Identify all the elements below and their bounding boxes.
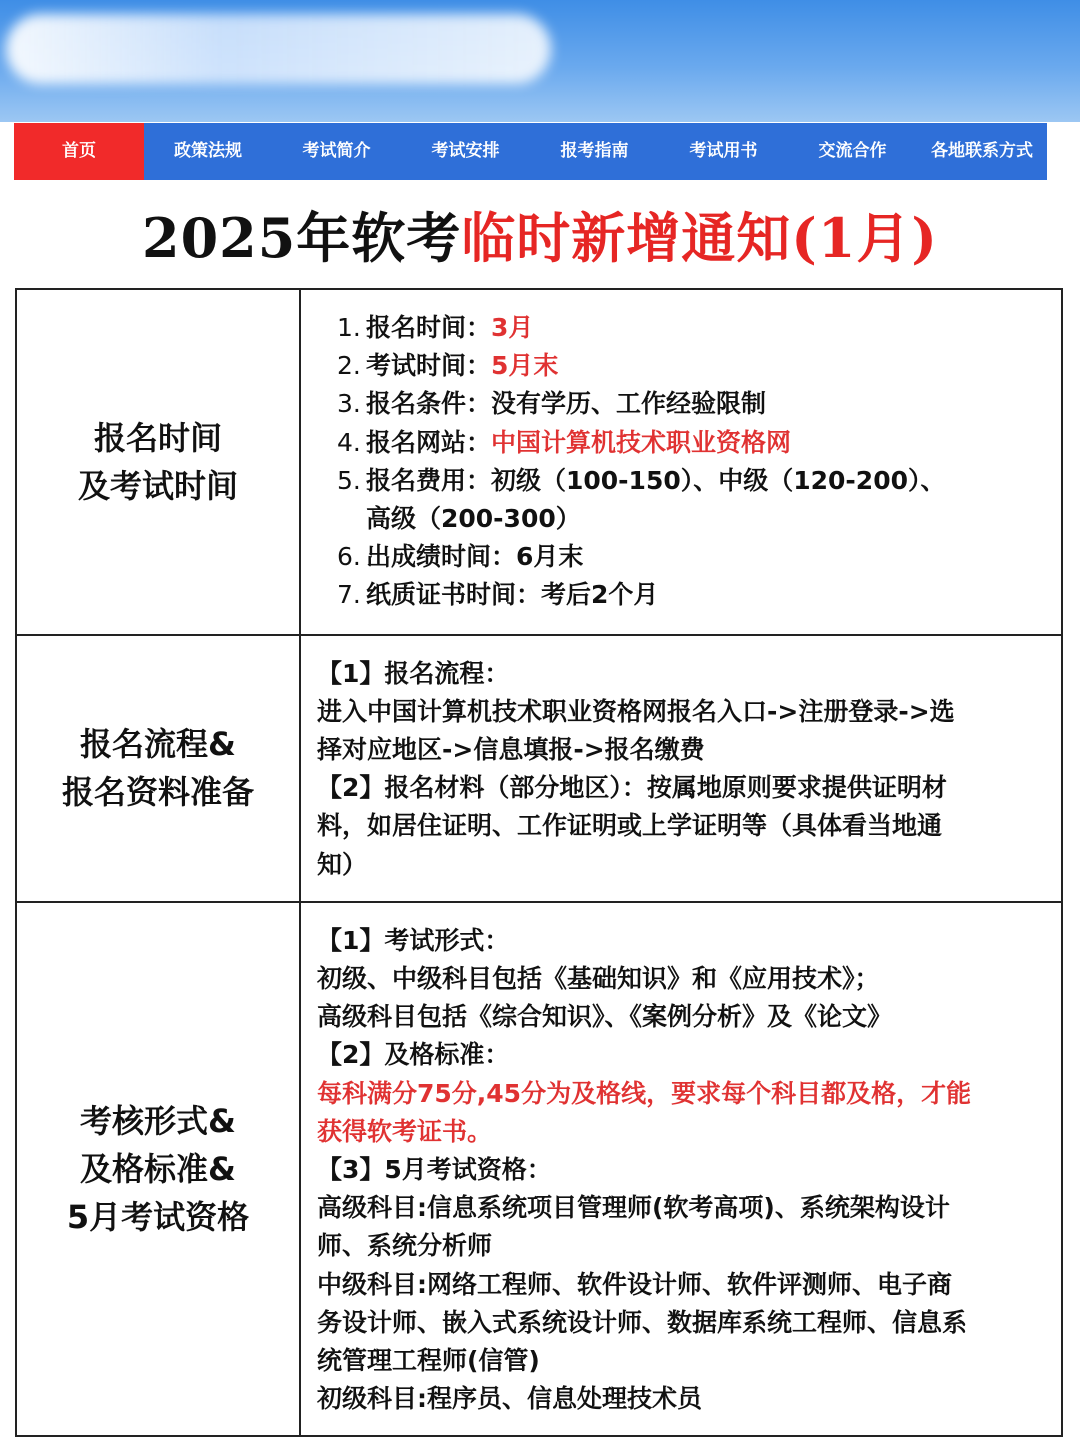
item-number: 5. <box>337 465 361 495</box>
item-text: 纸质证书时间：考后2个月 <box>366 580 659 610</box>
item-text: 出成绩时间：6月末 <box>366 542 584 572</box>
blurred-logo <box>6 14 551 84</box>
text-line: 初级科目:程序员、信息处理技术员 <box>317 1384 702 1414</box>
label-line: 报名资料准备 <box>61 773 254 812</box>
label-line: 报名时间 <box>93 418 222 457</box>
text-line: 【2】及格标准： <box>317 1040 510 1070</box>
nav-bar <box>14 123 1047 180</box>
item-key: 考试时间： <box>366 351 492 381</box>
row-label <box>16 635 300 902</box>
paragraph <box>317 904 1053 1435</box>
item-text: 报名费用：初级（100-150）、中级（120-200）、 <box>366 465 946 495</box>
nav-item-home[interactable]: 首页 <box>14 123 144 180</box>
row-content <box>300 289 1062 635</box>
nav-item-exam-schedule[interactable]: 考试安排 <box>431 141 500 161</box>
item-text: 报名条件：没有学历、工作经验限制 <box>366 389 767 419</box>
numbered-list <box>317 291 1053 633</box>
label-line: 报名流程& <box>80 725 236 764</box>
label-line: 及格标准& <box>80 1150 236 1189</box>
list-item <box>337 424 1053 462</box>
list-item <box>337 309 1053 347</box>
text-line: 进入中国计算机技术职业资格网报名入口->注册登录->选 <box>317 696 955 726</box>
title-part-red: 临时新增通知(1月) <box>461 206 938 270</box>
nav-item-exam-intro[interactable]: 考试简介 <box>302 141 371 161</box>
text-line: 【1】考试形式： <box>317 925 510 955</box>
text-line: 务设计师、嵌入式系统设计师、数据库系统工程师、信息系 <box>317 1307 968 1337</box>
list-item <box>337 538 1053 576</box>
table-row <box>16 902 1062 1437</box>
pass-standard-line: 获得软考证书。 <box>317 1116 493 1146</box>
item-number: 7. <box>337 580 361 610</box>
text-line: 统管理工程师(信管) <box>317 1346 540 1376</box>
item-number: 3. <box>337 389 361 419</box>
title-part-black: 2025年软考 <box>142 206 462 270</box>
text-line: 初级、中级科目包括《基础知识》和《应用技术》； <box>317 964 880 994</box>
label-line: 5月考试资格 <box>66 1198 250 1237</box>
text-line: 【1】报名流程： <box>317 658 510 688</box>
text-line: 高级科目包括《综合知识》、《案例分析》及《论文》 <box>317 1002 893 1032</box>
text-line: 【2】报名材料（部分地区）：按属地原则要求提供证明材 <box>317 773 947 803</box>
item-text: 高级（200-300） <box>366 504 581 534</box>
item-value: 5月末 <box>491 351 559 381</box>
page-title <box>0 198 1080 278</box>
list-item <box>337 347 1053 385</box>
item-value: 3月 <box>491 313 534 342</box>
item-key: 报名网站： <box>366 427 492 457</box>
nav-item-guide[interactable]: 报考指南 <box>560 141 629 161</box>
text-line: 料，如居住证明、工作证明或上学证明等（具体看当地通 <box>317 811 943 841</box>
item-number: 2. <box>337 351 361 381</box>
text-line: 【3】5月考试资格： <box>317 1155 552 1185</box>
website-link[interactable]: 中国计算机技术职业资格网 <box>491 427 792 457</box>
nav-item-books[interactable]: 考试用书 <box>689 141 758 161</box>
list-item <box>337 462 1053 538</box>
item-number: 4. <box>337 427 361 457</box>
info-table <box>15 288 1063 1437</box>
paragraph <box>317 637 1053 900</box>
item-key: 报名时间： <box>366 313 492 342</box>
row-label <box>16 902 300 1437</box>
text-line: 中级科目:网络工程师、软件设计师、软件评测师、电子商 <box>317 1269 952 1299</box>
row-label <box>16 289 300 635</box>
header-banner <box>0 0 1080 122</box>
list-item <box>337 576 1053 614</box>
list-item <box>337 385 1053 423</box>
table-row <box>16 289 1062 635</box>
table-row <box>16 635 1062 902</box>
text-line: 师、系统分析师 <box>317 1231 493 1261</box>
item-number: 6. <box>337 542 361 572</box>
nav-item-contacts[interactable]: 各地联系方式 <box>931 141 1033 161</box>
text-line: 择对应地区->信息填报->报名缴费 <box>317 735 705 765</box>
row-content <box>300 635 1062 902</box>
nav-item-policy[interactable]: 政策法规 <box>174 141 242 161</box>
label-line: 考核形式& <box>80 1102 236 1141</box>
text-line: 高级科目:信息系统项目管理师(软考高项)、系统架构设计 <box>317 1193 950 1223</box>
nav-item-cooperation[interactable]: 交流合作 <box>818 141 887 161</box>
text-line: 知） <box>317 849 368 879</box>
item-number: 1. <box>337 313 361 342</box>
pass-standard-line: 每科满分75分,45分为及格线，要求每个科目都及格，才能 <box>317 1078 972 1108</box>
label-line: 及考试时间 <box>77 466 238 505</box>
row-content <box>300 902 1062 1437</box>
